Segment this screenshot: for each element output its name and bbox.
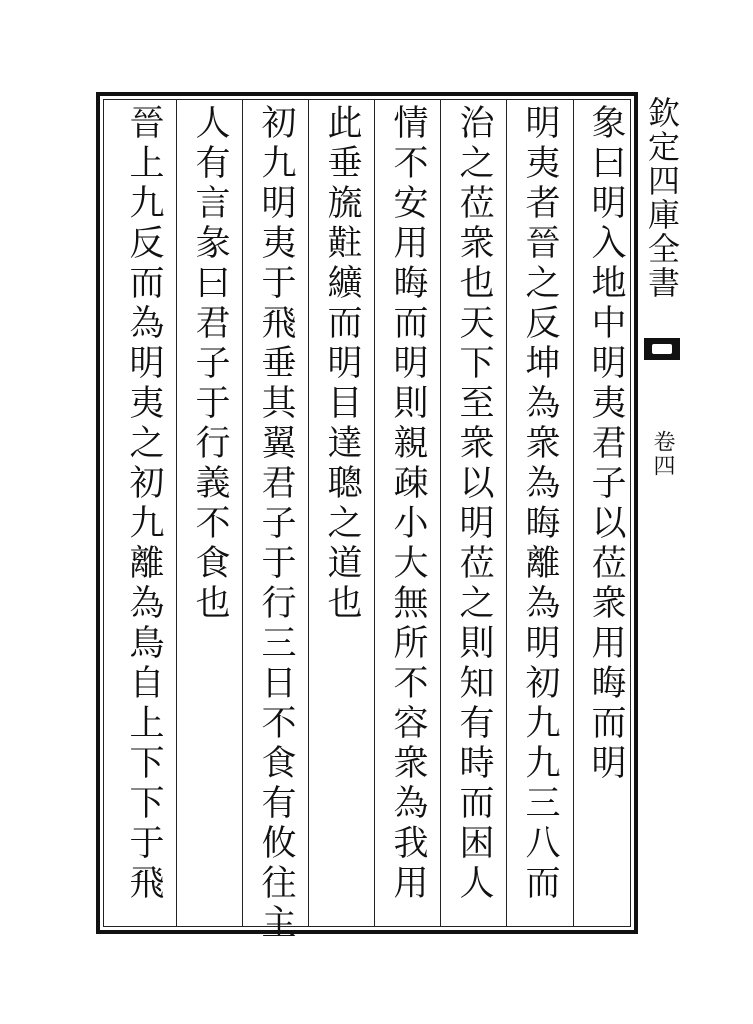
column-divider xyxy=(573,99,574,927)
text-column-5: 此垂旒黈纊而明目達聰之道也 xyxy=(322,104,362,624)
column-divider xyxy=(374,99,375,927)
volume-label: 卷四 xyxy=(650,430,675,478)
column-divider xyxy=(308,99,309,927)
text-column-6: 初九明夷于飛垂其翼君子于行三日不食有攸往主 xyxy=(256,104,296,944)
text-column-1: 象曰明入地中明夷君子以莅衆用晦而明 xyxy=(586,104,626,784)
text-column-4: 情不安用晦而明則親疎小大無所不容衆為我用 xyxy=(388,104,428,904)
text-column-2: 明夷者晉之反坤為衆為晦離為明初九九三八而 xyxy=(520,104,560,904)
text-column-8: 晉上九反而為明夷之初九離為鳥自上下下于飛 xyxy=(124,104,164,904)
column-divider xyxy=(506,99,507,927)
column-divider xyxy=(440,99,441,927)
text-column-3: 治之莅衆也天下至衆以明莅之則知有時而困人 xyxy=(454,104,494,904)
column-divider xyxy=(242,99,243,927)
book-title: 欽定四庫全書 xyxy=(643,96,681,300)
fish-tail-mark xyxy=(644,338,680,360)
text-column-7: 人有言彖曰君子于行義不食也 xyxy=(190,104,230,624)
column-divider xyxy=(176,99,177,927)
